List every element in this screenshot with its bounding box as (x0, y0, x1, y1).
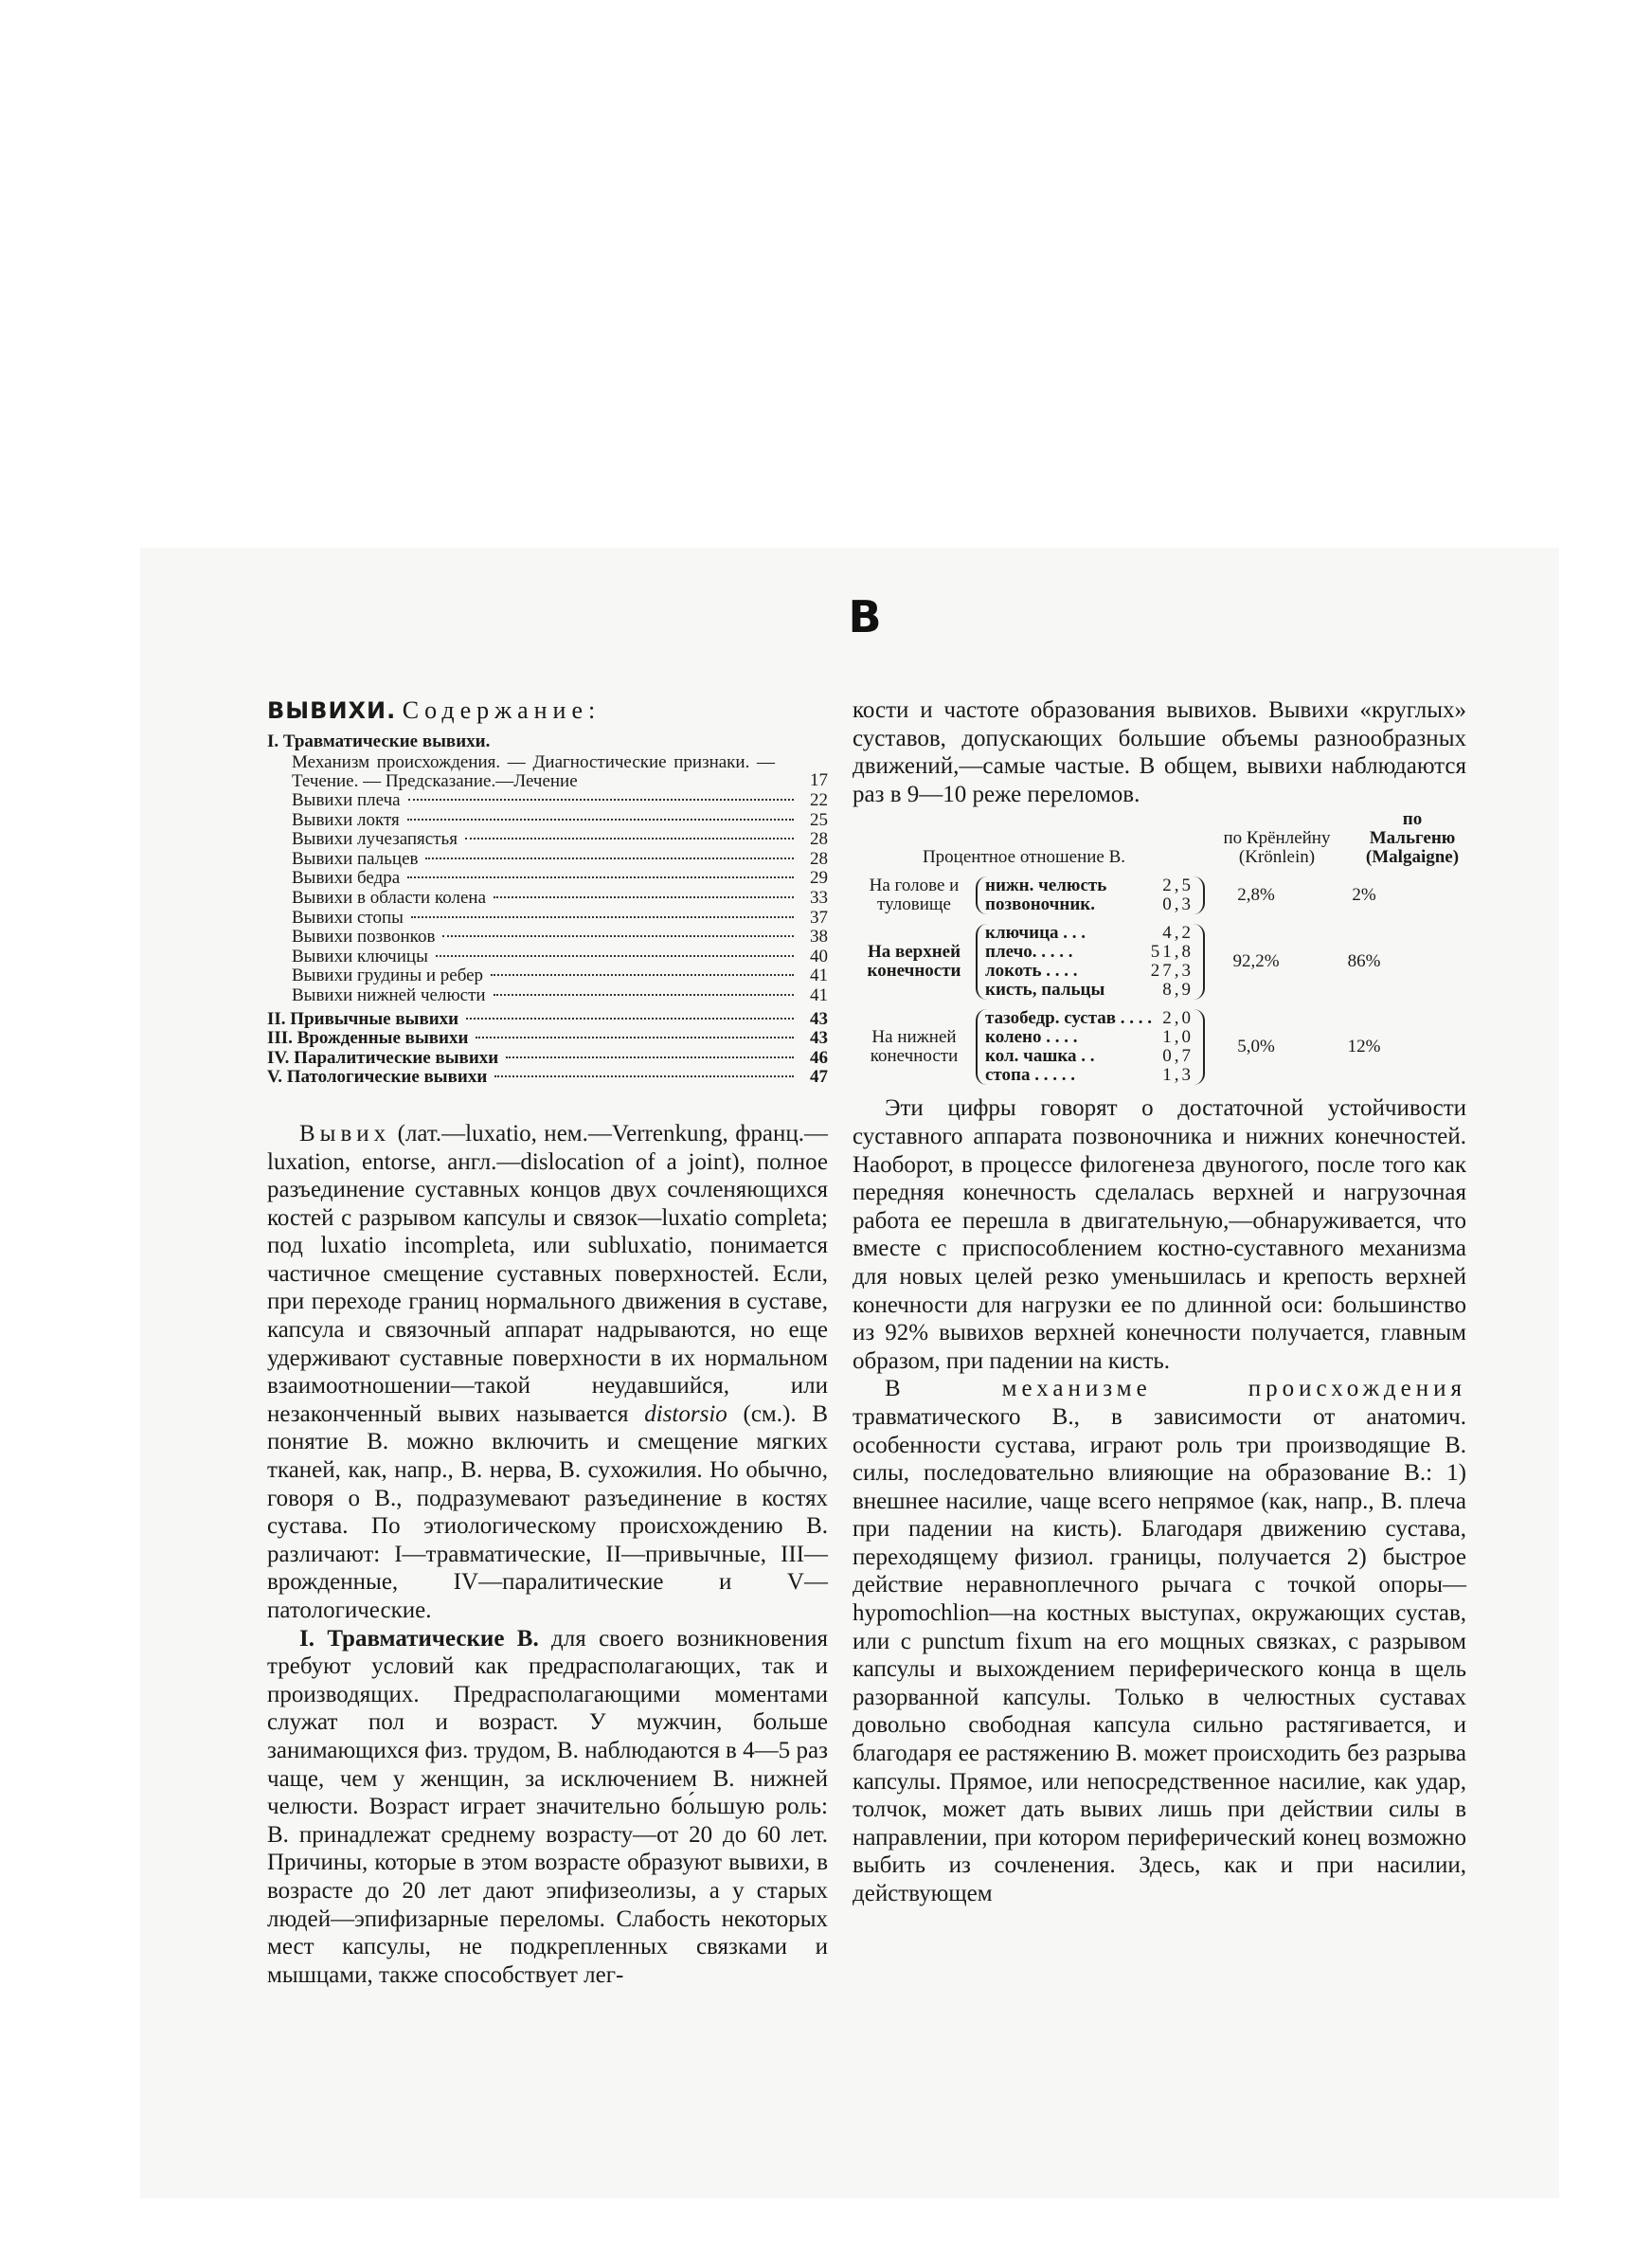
toc-item-page: 38 (810, 927, 828, 948)
stats-item-value: 8,9 (1162, 980, 1194, 1001)
toc-item-label: Вывихи бедра (292, 868, 401, 889)
toc-item-label: Вывихи локтя (292, 809, 400, 830)
toc-section-1: I. Травматические вывихи. (267, 731, 491, 751)
stability-paragraph: Эти цифры говорят о достаточной устойчивости суставного аппарата позвоночника и нижних конечностей. Наоборот, в процессе филогенеза двуногого, после того как передняя конечность сделалась верхней и нагрузочная работа ее перешла в двигательную,—обнаруживается, что вместе с приспособлением костно-суставного механизма для новых целей резко уменьшилась и крепость верхней конечности для нагрузки ее по длинной оси: большинство из 92% вывихов верхней конечности получается, главным образом, при падении на кисть. (853, 1095, 1466, 1374)
stats-item-value: 27,3 (1150, 961, 1194, 982)
stats-group-label: На нижней конечности (870, 1027, 959, 1067)
toc-item-label: Вывихи нижней челюсти (292, 984, 486, 1005)
stats-item-value: 2,5 (1162, 876, 1194, 896)
toc-item-label: Вывихи грудины и ребер (292, 966, 484, 986)
stats-item (985, 1066, 1194, 1085)
right-column (853, 696, 1466, 1908)
toc-item (267, 850, 828, 870)
toc-item (267, 791, 828, 811)
stats-group-label: На голове и туловище (869, 876, 960, 915)
toc-leader-dots (494, 896, 794, 898)
toc-heading-word: ВЫВИХИ. (267, 697, 397, 724)
stats-item-name: плечо. . . . . (985, 942, 1073, 963)
stats-group (853, 924, 1466, 1000)
stats-item-value: 4,2 (1162, 923, 1194, 944)
stats-item-name: кол. чашка . . (985, 1046, 1095, 1067)
stats-group-brace (976, 1009, 1205, 1085)
traumatic-heading: I. Травматические В. (299, 1625, 539, 1652)
stats-item-name: тазобедр. сустав . . . . (985, 1008, 1153, 1029)
stats-item-name: кисть, пальцы (985, 980, 1105, 1001)
toc-leader-dots (466, 1018, 794, 1020)
stats-item (985, 1047, 1194, 1066)
toc-item-page: 29 (810, 868, 828, 889)
stats-item-value: 0,3 (1162, 894, 1194, 915)
stats-col-percent: Процентное отношение В. (922, 847, 1126, 868)
stats-item-name: локоть . . . . (985, 961, 1078, 982)
toc-item-page: 28 (810, 829, 828, 850)
toc-item-label: IV. Паралитические вывихи (267, 1047, 499, 1068)
stats-item (985, 962, 1194, 981)
intro-paragraph (267, 1120, 828, 1625)
toc-item-label: Вывихи в области колена (292, 887, 487, 908)
traumatic-text: для своего возникновения требуют условий как предрасполагающих, так и производящих. Предрасполагающими моментами служат пол и возраст. У мужчин, больше занимающихся физ. трудом, В. наблюдаются в 4—5 раз чаще, чем у женщин, за исключением В. нижней челюсти. Возраст играет значительно бо́льшую роль: В. принадлежат среднему возрасту—от 20 до 60 лет. Причины, которые в этом возрасте образуют вывихи, в возрасте до 20 лет дают эпифизеолизы, а у старых людей—эпифизарные переломы. Слабость некоторых мест капсулы, не подкрепленных связками и мышцами, также способствует лег- (267, 1625, 828, 1988)
toc-intro-page: 17 (810, 770, 828, 791)
toc-item-page: 43 (810, 1008, 828, 1029)
toc-leader-dots (436, 955, 794, 957)
dislocation-statistics-table (853, 810, 1466, 1085)
intro-text-b: (см.). В понятие В. можно включить и смещение мягких тканей, как, напр., В. нерва, В. сухожилия. Но обычно, говоря о В., подразумевают разъединение в костях сустава. По этиологическому происхождению В. различают: I—травматические, II—привычные, III—врожденные, IV—паралитические и V—патологические. (267, 1400, 828, 1623)
toc-item (267, 1068, 828, 1088)
mechanism-text: травматического В., в зависимости от анатомич. особенности сустава, играют роль три производящие В. силы, последовательно влияющие на образование В.: 1) внешнее насилие, чаще всего непрямое (как, напр., В. плеча при падении на кисть). Благодаря движению сустава, переходящему физиол. границы, получается 2) быстрое действие неравноплечного рычага с точкой опоры—hypomochlion—на костных выступах, окружающих сустав, или с punctum fixum на его мощных связках, с разрывом капсулы и выхождением периферического конца в щель разорванной капсулы. Только в челюстных суставах довольно свободная капсула сильно растягивается, и благодаря ее растяжению В. может происходить без разрыва капсулы. Прямое, или непосредственное насилие, как удар, толчок, может дать вывих лишь при действии силы в направлении, при котором периферический конец возможно выбить из сочленения. Здесь, как и при насилии, действующем (853, 1403, 1466, 1906)
toc-item-page: 28 (810, 848, 828, 869)
toc-leader-dots (465, 838, 794, 840)
stats-header (853, 810, 1466, 867)
stats-item-value: 0,7 (1162, 1046, 1194, 1067)
toc-item-label: Вывихи пальцев (292, 848, 419, 869)
toc-item-page: 46 (810, 1047, 828, 1068)
stats-item-value: 2,0 (1162, 1008, 1194, 1029)
toc-item (267, 966, 828, 986)
toc-leader-dots (506, 1056, 794, 1058)
toc-item-label: II. Привычные вывихи (267, 1008, 459, 1029)
toc-intro-text: Механизм происхождения. — Диагностические признаки. — Течение. — Предсказание.—Лечение (292, 752, 775, 791)
toc-item-label: Вывихи позвонков (292, 927, 436, 948)
toc-leader-dots (408, 799, 794, 801)
stats-item-name: колено . . . . (985, 1027, 1078, 1048)
left-column (267, 696, 828, 1989)
stats-item-value: 1,3 (1162, 1065, 1194, 1086)
toc-leader-dots (407, 876, 794, 878)
toc-item (267, 928, 828, 948)
stats-item (985, 895, 1194, 914)
term-vyvikh: Вывих (299, 1120, 391, 1147)
stats-col-malgaigne: по Мальгеню (Malgaigne) (1365, 809, 1460, 868)
stats-kronlein-value: 2,8% (1237, 885, 1275, 906)
toc-item (267, 1029, 828, 1049)
toc-item-label: Вывихи лучезапястья (292, 829, 458, 850)
stats-malgaigne-value: 12% (1347, 1037, 1381, 1057)
stats-group (853, 1009, 1466, 1085)
stats-group-label: На верхней конечности (867, 942, 961, 982)
stats-col-kronlein: по Крёнлейну (Krönlein) (1223, 828, 1331, 868)
toc-leader-dots (407, 819, 794, 821)
toc-sections (267, 1010, 828, 1088)
traumatic-paragraph (267, 1625, 828, 1990)
toc-leader-dots (411, 916, 794, 918)
stats-item-value: 51,8 (1150, 942, 1194, 963)
stats-group (853, 876, 1466, 914)
toc-item-page: 33 (810, 887, 828, 908)
stats-item-value: 1,0 (1162, 1027, 1194, 1048)
toc-item (267, 948, 828, 967)
toc-item-label: III. Врожденные вывихи (267, 1028, 469, 1049)
stats-malgaigne-value: 2% (1352, 885, 1376, 906)
toc-item (267, 889, 828, 909)
stats-malgaigne-value: 86% (1347, 951, 1381, 972)
toc-item-label: Вывихи плеча (292, 790, 401, 810)
mechanism-term: В механизме происхождения (885, 1376, 1466, 1402)
toc-item-page: 25 (810, 809, 828, 830)
stats-kronlein-value: 92,2% (1232, 951, 1280, 972)
toc-item-page: 47 (810, 1067, 828, 1088)
toc-item-page: 40 (810, 946, 828, 966)
toc-item (267, 811, 828, 831)
toc-item-label: Вывихи стопы (292, 907, 404, 928)
toc-leader-dots (491, 974, 794, 976)
stats-item (985, 981, 1194, 1000)
toc-leader-dots (494, 1075, 794, 1077)
stats-kronlein-value: 5,0% (1237, 1037, 1275, 1057)
stats-item (985, 924, 1194, 943)
stats-item (985, 876, 1194, 895)
intro-text-a: (лат.—luxatio, нем.—Verrenkung, франц.—luxation, entorse, англ.—dislocation of a joint), полное разъединение суставных концов двух сочленяющихся костей с разрывом капсулы и связок—luxatio completa; под luxatio incompleta, или subluxatio, понимается частичное смещение суставных поверхностей. Если, при переходе границ нормального движения в суставе, капсула и связочный аппарат надрываются, но еще удерживают суставные поверхности в их нормальном взаимоотношении—такой неудавшийся, или незаконченный вывих называется (267, 1120, 828, 1427)
stats-item (985, 943, 1194, 962)
toc-item (267, 1049, 828, 1069)
frequency-paragraph: кости и частоте образования вывихов. Вывихи «круглых» суставов, допускающих большие объемы разнообразных движений,—самые частые. В общем, вывихи наблюдаются раз в 9—10 реже переломов. (853, 697, 1466, 807)
toc-item (267, 986, 828, 1006)
toc-item (267, 909, 828, 929)
mechanism-paragraph (853, 1375, 1466, 1907)
section-letter: В (848, 591, 882, 642)
toc-heading-suffix: Содержание: (402, 696, 602, 724)
toc-item (267, 869, 828, 889)
toc-item (267, 1010, 828, 1030)
stats-group-brace (976, 924, 1205, 1000)
toc-leader-dots (425, 858, 794, 859)
toc-item (267, 830, 828, 850)
toc-leader-dots (476, 1037, 794, 1038)
stats-item-name: позвоночник. (985, 894, 1095, 915)
stats-item-name: ключица . . . (985, 923, 1086, 944)
toc-item-page: 22 (810, 790, 828, 810)
stats-group-brace (976, 876, 1205, 914)
toc-item-page: 37 (810, 907, 828, 928)
toc-leader-dots (494, 994, 794, 996)
toc-item-label: V. Патологические вывихи (267, 1067, 488, 1088)
toc-item-label: Вывихи ключицы (292, 946, 428, 966)
toc-item-page: 41 (810, 966, 828, 986)
stats-item-name: нижн. челюсть (985, 876, 1107, 896)
toc-leader-dots (442, 935, 794, 937)
term-distorsio: distorsio (644, 1400, 727, 1427)
toc-item-page: 43 (810, 1028, 828, 1049)
toc-item-page: 41 (810, 984, 828, 1005)
toc-subitems (267, 791, 828, 1006)
stats-item (985, 1009, 1194, 1028)
stats-body (853, 876, 1466, 1085)
toc-heading (267, 696, 828, 725)
stats-item-name: стопа . . . . . (985, 1065, 1075, 1086)
stats-item (985, 1028, 1194, 1047)
